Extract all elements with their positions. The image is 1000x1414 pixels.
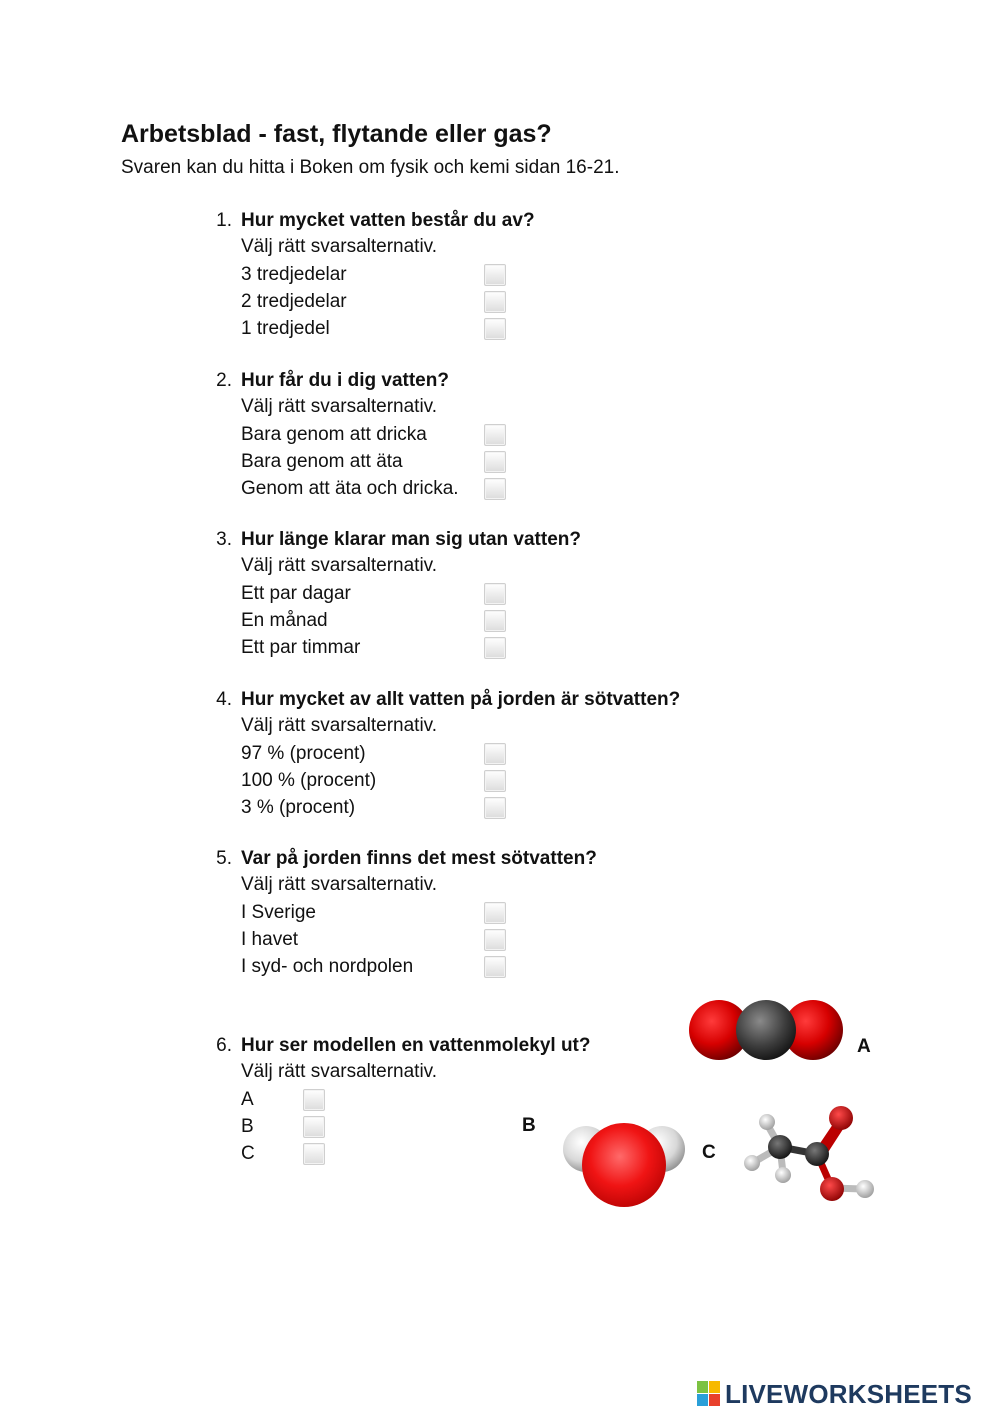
answer-checkbox[interactable]	[484, 637, 506, 659]
question-2	[208, 370, 628, 505]
question-number: 4.	[216, 689, 232, 710]
question-1	[208, 210, 628, 345]
option-row	[208, 451, 628, 478]
answer-checkbox[interactable]	[484, 956, 506, 978]
question-number: 6.	[216, 1035, 232, 1056]
answer-checkbox[interactable]	[484, 451, 506, 473]
question-text: Hur får du i dig vatten?	[241, 370, 449, 391]
answer-checkbox[interactable]	[484, 424, 506, 446]
answer-checkbox[interactable]	[484, 583, 506, 605]
molecule-b-label: B	[522, 1115, 536, 1136]
answer-checkbox[interactable]	[303, 1116, 325, 1138]
option-label: 3 % (procent)	[241, 797, 356, 818]
liveworksheets-logo-icon	[697, 1381, 721, 1407]
question-instruction: Välj rätt svarsalternativ.	[241, 1061, 438, 1082]
question-instruction: Välj rätt svarsalternativ.	[241, 236, 438, 257]
option-label: I syd- och nordpolen	[241, 956, 414, 977]
question-text: Hur ser modellen en vattenmolekyl ut?	[241, 1035, 591, 1056]
option-label: 1 tredjedel	[241, 318, 330, 339]
question-number: 3.	[216, 529, 232, 550]
answer-checkbox[interactable]	[484, 770, 506, 792]
question-3	[208, 529, 628, 664]
answer-checkbox[interactable]	[484, 264, 506, 286]
question-instruction: Välj rätt svarsalternativ.	[241, 555, 438, 576]
molecule-c-label: C	[702, 1142, 716, 1163]
question-4	[208, 689, 681, 824]
option-row	[208, 770, 628, 797]
question-text: Hur mycket av allt vatten på jorden är sötvatten?	[241, 689, 681, 710]
molecule-b-water-image	[558, 1115, 693, 1215]
answer-checkbox[interactable]	[484, 291, 506, 313]
answer-checkbox[interactable]	[484, 610, 506, 632]
question-number: 5.	[216, 848, 232, 869]
question-text: Var på jorden finns det mest sötvatten?	[241, 848, 597, 869]
question-number: 1.	[216, 210, 232, 231]
molecule-c-acetic-acid-image	[740, 1100, 880, 1210]
option-row	[208, 929, 628, 956]
option-label: Genom att äta och dricka.	[241, 478, 459, 499]
option-row	[208, 264, 628, 291]
option-label: 100 % (procent)	[241, 770, 377, 791]
answer-checkbox[interactable]	[484, 797, 506, 819]
option-row	[208, 797, 628, 824]
question-instruction: Välj rätt svarsalternativ.	[241, 874, 438, 895]
option-label: C	[241, 1143, 255, 1164]
option-label: Ett par dagar	[241, 583, 351, 604]
option-row	[208, 318, 628, 345]
option-label: I Sverige	[241, 902, 316, 923]
question-5	[208, 848, 628, 983]
option-label: 97 % (procent)	[241, 743, 366, 764]
option-row	[208, 956, 628, 983]
option-row	[208, 902, 628, 929]
logo-text: LIVEWORKSHEETS	[725, 1378, 972, 1409]
option-label: 3 tredjedelar	[241, 264, 347, 285]
option-row	[208, 583, 628, 610]
option-label: 2 tredjedelar	[241, 291, 347, 312]
option-row	[208, 743, 628, 770]
question-number: 2.	[216, 370, 232, 391]
answer-checkbox[interactable]	[303, 1089, 325, 1111]
answer-checkbox[interactable]	[484, 743, 506, 765]
answer-checkbox[interactable]	[484, 902, 506, 924]
page-title: Arbetsblad - fast, flytande eller gas?	[121, 120, 552, 148]
option-row	[208, 478, 628, 505]
option-label: A	[241, 1089, 254, 1110]
answer-checkbox[interactable]	[303, 1143, 325, 1165]
question-instruction: Välj rätt svarsalternativ.	[241, 715, 438, 736]
question-text: Hur mycket vatten består du av?	[241, 210, 535, 231]
molecule-a-label: A	[857, 1036, 871, 1057]
option-label: B	[241, 1116, 254, 1137]
answer-checkbox[interactable]	[484, 478, 506, 500]
page-subtitle: Svaren kan du hitta i Boken om fysik och kemi sidan 16-21.	[121, 157, 620, 178]
question-text: Hur länge klarar man sig utan vatten?	[241, 529, 581, 550]
option-label: Ett par timmar	[241, 637, 361, 658]
option-label: Bara genom att dricka	[241, 424, 427, 445]
answer-checkbox[interactable]	[484, 929, 506, 951]
option-row	[208, 610, 628, 637]
option-label: En månad	[241, 610, 328, 631]
option-row	[208, 1089, 628, 1116]
option-label: Bara genom att äta	[241, 451, 403, 472]
option-label: I havet	[241, 929, 299, 950]
option-row	[208, 637, 628, 664]
question-instruction: Välj rätt svarsalternativ.	[241, 396, 438, 417]
answer-checkbox[interactable]	[484, 318, 506, 340]
option-row	[208, 424, 628, 451]
liveworksheets-logo	[697, 1378, 972, 1410]
molecule-a-co2-image	[686, 996, 846, 1066]
option-row	[208, 291, 628, 318]
